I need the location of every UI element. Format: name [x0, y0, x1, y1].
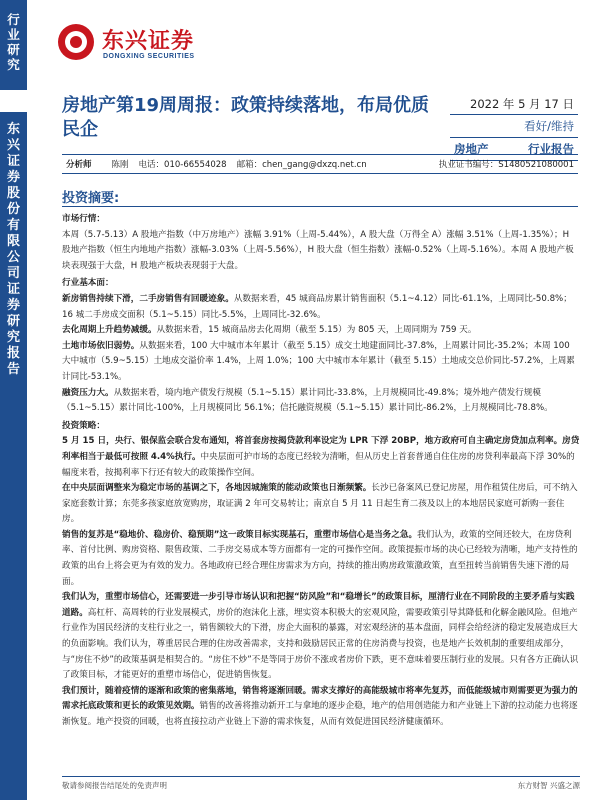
sidebar: [0, 0, 27, 800]
logo-mark-icon: [58, 24, 94, 60]
paragraph-heading: 行业基本面：: [62, 278, 114, 289]
paragraph-text: 长沙已备案风已登记房屋，用作租赁住房后，可不纳入家庭套数计算；东莞多孩家庭放宽购房，取证满 2 年可交易转让；南京自 5 月 11 日起生育二孩及以上的本地居民家庭可新购一套住房。: [62, 483, 578, 525]
logo-text-cn: 东兴证券: [102, 29, 195, 54]
analyst-cert: 执业证书编号：S1480521080001: [438, 160, 574, 170]
paragraph-text: 销售的改善将推动新开工与拿地的逐步企稳，地产的信用创造能力和产业链上下游的拉动能力也将逐渐恢复。地产投资的回暖，也将直接拉动产业链上下游的需求恢复，从而有效促进国民经济健康循环。: [62, 701, 578, 727]
paragraph-text: 我们认为，政策的空间还较大，在房贷利率、首付比例、购房资格、限售政策、二手房交易成本等方面都有一定的可操作空间。政策提振市场的决心已经较为清晰，地产支持性的政策的出台上将会更为有效的发力。各地政府已经合理住房需求为方向，持续的推出购房政策激政策，直至扭转当前销售失速下滑的局面。: [62, 529, 578, 587]
report-body: [62, 210, 580, 731]
paragraph: [62, 481, 580, 528]
analyst-label: 分析师: [66, 160, 92, 170]
footer-disclaimer: 敬请参阅报告结尾处的免责声明: [62, 781, 167, 790]
paragraph-heading: 投资策略：: [62, 420, 105, 431]
paragraph: [62, 292, 580, 323]
paragraph: [62, 528, 580, 590]
paragraph-lead: 销售的复苏是“稳地价、稳房价、稳预期”这一政策目标实现基石，重塑市场信心是当务之急。: [62, 529, 418, 540]
analyst-phone: 电话：010-66554028: [138, 160, 227, 170]
paragraph-text: 中央层面可护市场的态度已经较为清晰，但从历史上首套普通自住住房的房贷利率最高下浮 30%的幅度来看，按揭利率下行还有较大的政策操作空间。: [62, 451, 575, 478]
paragraph-lead: 我们认为，重塑市场信心，还需要进一步引导市场认识和把握“防风险”和“稳增长”的政策目标，厘清行业在不同阶段的主要矛盾与实践道路。: [62, 592, 575, 618]
paragraph-heading: 市场行情：: [62, 214, 105, 224]
section-title: 投资摘要:: [62, 191, 120, 206]
footer-slogan: 东方财智 兴盛之源: [517, 781, 580, 790]
report-type: 行业报告: [528, 142, 574, 156]
paragraph-text: 从数据来看，45 城商品房累计销售面积（5.1~4.12）同比-61.1%，上周同比-50.8%；16 城二手房成交面积（5.1~5.15）同比-5.5%，上周同比-32.6%。: [62, 293, 572, 320]
report-info-box: [450, 94, 578, 161]
report-industry: 房地产: [454, 142, 489, 156]
logo-text-en: DONGXING SECURITIES: [103, 53, 195, 60]
analyst-bar: [62, 154, 578, 174]
paragraph-text: 从数据来看，境内地产债发行规模（5.1~5.15）累计同比-33.8%，上月规模同比-49.8%；境外地产债发行规模（5.1~5.15）累计同比-100%，上月规模同比 56.1%；信托融资规模（5.1~5.15）累计同比-86.2%，上月规模同比-78.8%。: [62, 387, 553, 414]
paragraph-lead: 在中央层面调整来为稳定市场的基调之下，各地因城施策的能动政策也日渐频繁。: [62, 483, 372, 494]
company-logo: [58, 24, 228, 66]
paragraph-text: 高杠杆、高周转的行业发展模式，房价的泡沫化上涨，埋实资本积极大的宏观风险，需要政策引导其降低和化解金融风险。但地产行业作为国民经济的支柱行业之一，销售额较大的下滑，房企大面积的暴露，对宏观经济的基本盘面，同样会给经济的稳定发展造成巨大的负面影响。我们认为，尊重居民合理的住房改善需求，支持和鼓励居民正常的住房消费与投资，也是地产长效机制的重要组成部分，与“房住不炒”的政策基调是相契合的。“房住不炒”不是等同于房价不涨或者房价下跌，更不意味着要压制行业的发展。只有各方正确认识了政策目标，才能更好的重塑市场信心，促进销售恢复。: [62, 607, 579, 681]
paragraph: [62, 323, 580, 339]
paragraph: [62, 684, 580, 731]
paragraph: [62, 434, 580, 481]
paragraph-lead: 5 月 15 日，央行、银保监会联合发布通知，将首套房按揭贷款利率设定为 LPR 下浮 20BP，地方政府可自主确定房贷加点利率。房贷利率相当于最低可按照 4.4%执行。: [62, 436, 580, 462]
analyst-name: 陈刚: [111, 160, 129, 170]
sidebar-bottom-label: 东 兴 证 券 股 份 有 限 公 司 证 券 研 究 报 告: [6, 122, 20, 377]
section-divider: [62, 206, 578, 207]
paragraph: 本周（5.7-5.13）A 股地产指数（中万房地产）涨幅 3.91%（上周-5.44%），A 股大盘（万得全 A）涨幅 3.51%（上周-1.35%）；H 股地产指数（恒生内地地产指数）涨幅-3.03%（上周-5.56%），H 股大盘（恒生指数）涨幅-0.52%（上周-5.16%）。本周 A 股地产板块表现强于大盘，H 股地产板块表现弱于大盘。: [62, 229, 574, 271]
paragraph-lead: 新房销售持续下滑，二手房销售有回暖迹象。: [62, 293, 234, 304]
paragraph-lead: 土地市场依旧弱势。: [62, 340, 140, 351]
paragraph: [62, 590, 580, 684]
paragraph-lead: 去化周期上升趋势减缓。: [62, 325, 157, 336]
paragraph-lead: 我们预计，随着疫情的逐渐和政策的密集落地，销售将逐渐回暖。需求支撑好的高能级城市将率先复苏，而低能级城市则需要更为强力的需求托底政策和更长的政策见效期。: [62, 685, 578, 712]
paragraph: [62, 339, 580, 386]
paragraph-text: 从数据来看，15 城商品房去化周期（截至 5.15）为 805 天，上周同期为 759 天。: [156, 325, 477, 336]
report-rating: 看好/维持: [450, 115, 578, 138]
sidebar-top-label: 行 业 研 究: [7, 12, 20, 72]
paragraph: [62, 386, 580, 417]
paragraph-lead: 融资压力大。: [62, 387, 114, 398]
page-footer: [62, 776, 580, 791]
report-date: 2022 年 5 月 17 日: [450, 94, 578, 115]
report-title: 房地产第19周周报：政策持续落地，布局优质民企: [62, 95, 430, 140]
analyst-email: 邮箱：chen_gang@dxzq.net.cn: [236, 160, 367, 170]
paragraph-text: 从数据来看，100 大中城市本年累计（截至 5.15）成交土地建面同比-37.8%，上周累计同比-35.2%；本周 100 大中城市（5.9~5.15）土地成交溢价率 1.4%，上周 1.0%；100 大中城市本年累计（截至 5.15）土地成交总价同比-57.2%，上周累计同比-53.1%。: [62, 340, 575, 382]
